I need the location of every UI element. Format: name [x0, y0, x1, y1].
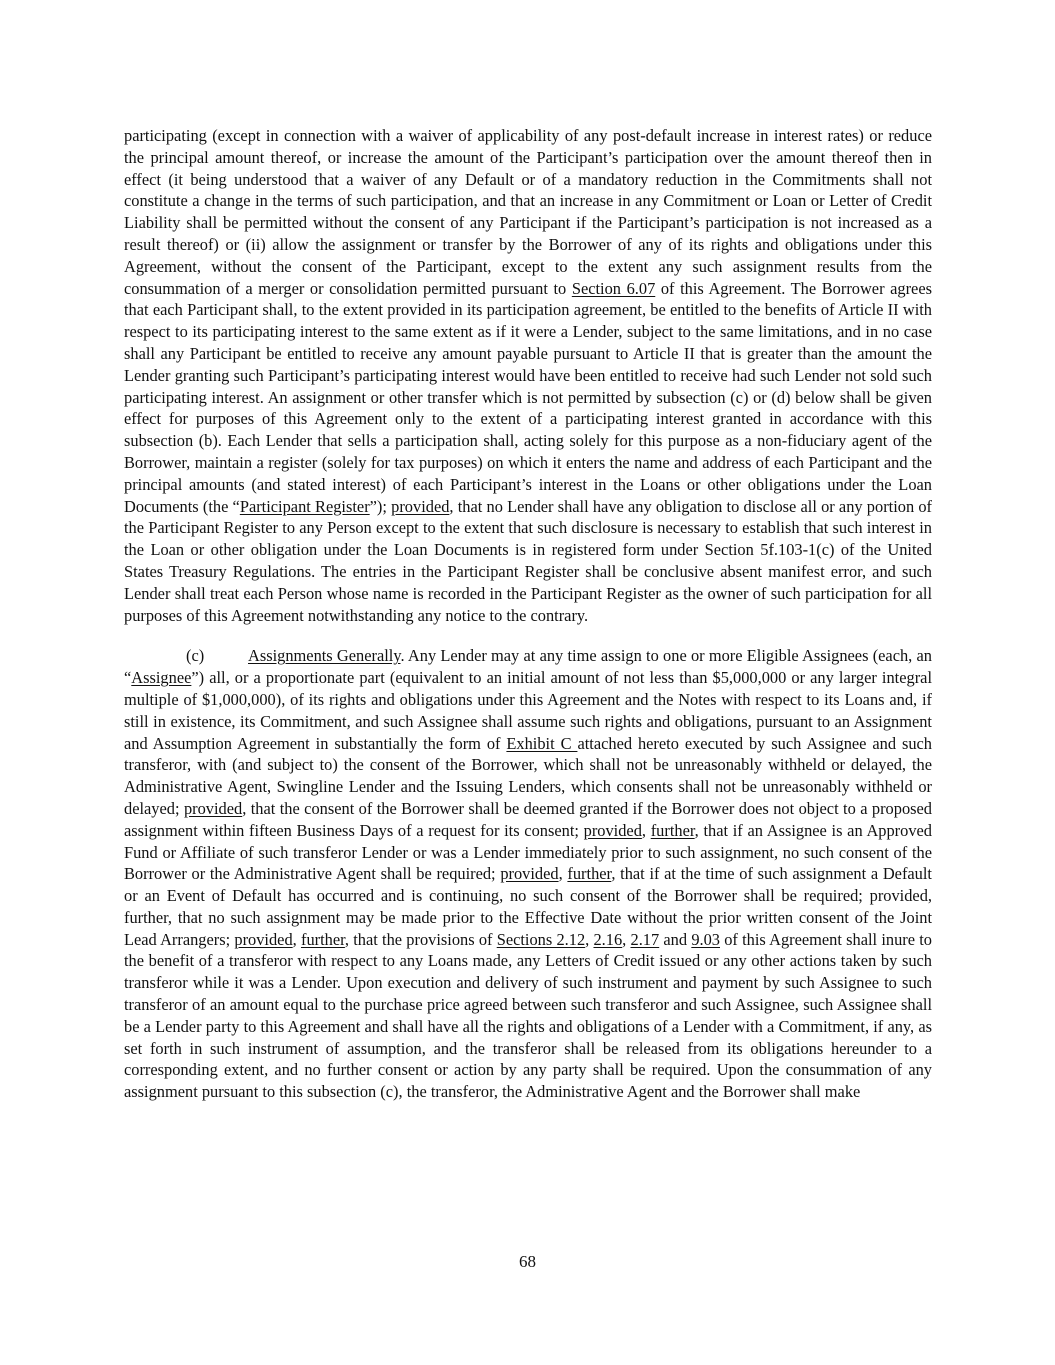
paragraph-assignments-generally [124, 645, 932, 1103]
defined-term: Exhibit C [506, 733, 578, 753]
defined-term: provided [234, 929, 293, 949]
defined-term: further [650, 820, 695, 840]
text-run: . Any Lender may at any time assign to one or more Eligible Assignees (each, an “ [124, 646, 932, 688]
defined-term: Assignments Generally [248, 646, 401, 666]
text-run: , that no Lender shall have any obligation to disclose all or any portion of the Participant Register to any Person except to the extent that such disclosure is necessary to establish that such interest in the Loan or other obligation under the Loan Documents is in registered form under Section 5f.103-1(c) of the United States Treasury Regulations. The entries in the Participant Register shall be conclusive absent manifest error, and such Lender shall treat each Person whose name is recorded in the Participant Register as the owner of such participation for all purposes of this Agreement notwithstanding any notice to the contrary. [124, 496, 932, 625]
text-run: , that if an Assignee is an Approved Fund or Affiliate of such transferor Lender or was a Lender immediately prior to such assignment, no such consent of the Borrower or the Administrative Agent shall be required; [124, 820, 932, 884]
text-run: ”) all, or a proportionate part (equivalent to an initial amount of not less than $5,000,000 or any larger integral multiple of $1,000,000), of its rights and obligations under this Agreement and the Notes with respect to its Loans and, if still in existence, its Commitment, and such Assignee shall assume such rights and obligations, pursuant to an Assignment and Assumption Agreement in substantially the form of [124, 668, 932, 753]
defined-term: 2.16 [593, 929, 623, 949]
defined-term: provided [391, 496, 450, 516]
defined-term: provided [500, 864, 559, 884]
text-run: ”); [369, 496, 392, 516]
text-run: of this Agreement. The Borrower agrees that each Participant shall, to the extent provided in its participation agreement, be entitled to the benefits of Article II with respect to its participating interest to the same extent as if it were a Lender, subject to the same limitations, and in no case shall any Participant be entitled to receive any amount payable pursuant to Article II that is greater than the amount the Lender granting such Participant’s participating interest would have been entitled to receive had such Lender not sold such participating interest. An assignment or other transfer which is not permitted by subsection (c) or (d) below shall be given effect for purposes of this Agreement only to the extent of a participating interest granted in accordance with this subsection (b). Each Lender that sells a participation shall, acting solely for this purpose as a non-fiduciary agent of the Borrower, maintain a register (solely for tax purposes) on which it enters the name and address of each Participant and the principal amounts (and stated interest) of each Participant’s interest in the Loans or other obligations under the Loan Documents (the “ [124, 278, 932, 516]
text-run: , [292, 929, 301, 949]
paragraph-participation-continuation [124, 125, 932, 626]
page-number: 68 [519, 1252, 536, 1271]
text-run: of this Agreement shall inure to the benefit of a transferor with respect to any Loans made, any Letters of Credit issued or any other actions taken by such transferor while it was a Lender. Upon execution and delivery of such instrument and payment by such Assignee to such transferor of an amount equal to the purchase price agreed between such transferor and such Assignee, such Assignee shall be a Lender party to this Agreement and shall have all the rights and obligations of a Lender with a Commitment, if any, as set forth in such instrument of assumption, and the transferor shall be released from its obligations hereunder to a corresponding extent, and no further consent or action by any party shall be required. Upon the consummation of any assignment pursuant to this subsection (c), the transferor, the Administrative Agent and the Borrower shall make [124, 929, 932, 1102]
defined-term: 2.17 [630, 929, 660, 949]
text-run: , [558, 864, 568, 884]
defined-term: further [567, 864, 612, 884]
defined-term: Participant Register [239, 496, 370, 516]
text-run: participating (except in connection with a waiver of applicability of any post-default increase in interest rates) or reduce the principal amount thereof, or increase the amount of the Participant’s participation over the amount thereof then in effect (it being understood that a waiver of any Default or of a mandatory reduction in the Commitments shall not constitute a change in the terms of such participation, and that an increase in any Commitment or Loan or Letter of Credit Liability shall be permitted without the consent of any Participant if the Participant’s participation is not increased as a result thereof) or (ii) allow the assignment or transfer by the Borrower of any of its rights and obligations under this Agreement, without the consent of the Participant, except to the extent any such assignment results from the consummation of a merger or consolidation permitted pursuant to [124, 126, 932, 298]
text-run: , [622, 929, 631, 949]
text-run: , that the provisions of [344, 929, 497, 949]
defined-term: Section 6.07 [571, 278, 656, 298]
document-body [124, 125, 932, 1103]
defined-term: 9.03 [691, 929, 720, 949]
text-run: attached hereto executed by such Assignee and such transferor, with (and subject to) the consent of the Borrower, which shall not be unreasonably withheld or delayed, the Administrative Agent, Swingline Lender and the Issuing Lenders, which consents shall not be unreasonably withheld or delayed; [124, 733, 932, 818]
text-run: and [659, 929, 692, 949]
defined-term: Sections 2.12 [496, 929, 586, 949]
defined-term: further [300, 929, 345, 949]
text-run: , that if at the time of such assignment a Default or an Event of Default has occurred and is continuing, no such consent of the Borrower shall be required; provided, further, that no such assignment may be made prior to the Effective Date without the prior written consent of the Joint Lead Arrangers; [124, 864, 932, 949]
text-run: , [641, 820, 651, 840]
text-run: , that the consent of the Borrower shall be deemed granted if the Borrower does not object to a proposed assignment within fifteen Business Days of a request for its consent; [124, 798, 932, 840]
defined-term: provided [183, 798, 243, 818]
subsection-label: (c) [186, 646, 205, 666]
defined-term: provided [583, 820, 642, 840]
text-run: , [585, 929, 594, 949]
defined-term: Assignee [131, 668, 192, 688]
